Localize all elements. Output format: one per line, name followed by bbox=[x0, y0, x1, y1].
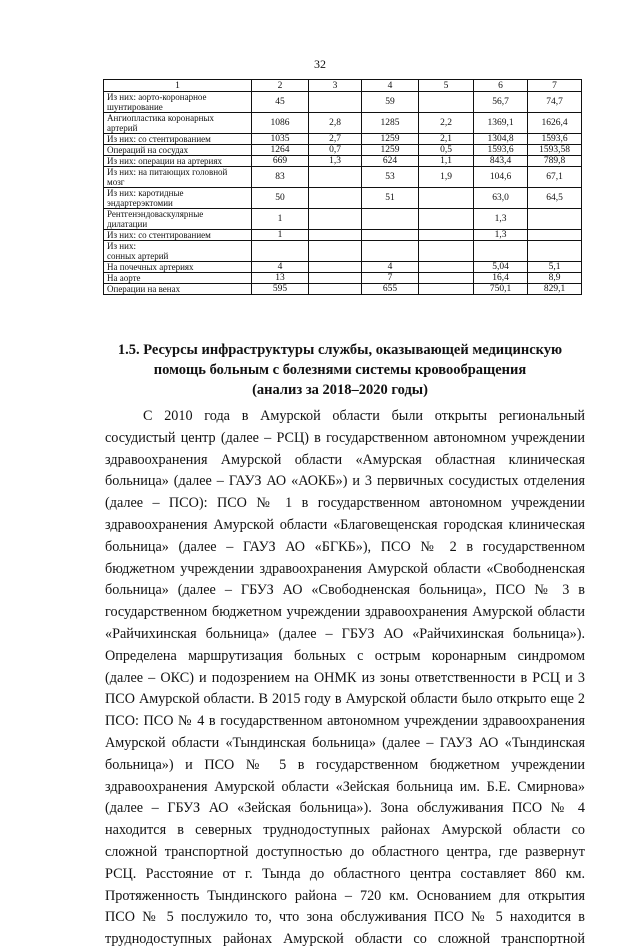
value-cell: 1593,58 bbox=[528, 145, 582, 156]
value-cell: 1035 bbox=[252, 134, 309, 145]
table-row bbox=[104, 209, 582, 230]
row-label-line: Рентгенэндоваскулярные bbox=[107, 209, 204, 219]
value-cell bbox=[362, 241, 419, 262]
row-label-cell bbox=[104, 230, 252, 241]
section-heading bbox=[100, 340, 580, 400]
table-row bbox=[104, 230, 582, 241]
row-label-line: Операций на сосудах bbox=[107, 145, 189, 155]
value-cell bbox=[252, 241, 309, 262]
row-label-cell bbox=[104, 209, 252, 230]
section-heading-line: (анализ за 2018–2020 годы) bbox=[252, 382, 428, 398]
row-label-cell bbox=[104, 156, 252, 167]
body-text-line: больница» (далее – ГАУЗ АО «БГКБ»), ПСО № 2 в государственном bbox=[105, 538, 585, 555]
value-cell bbox=[309, 188, 362, 209]
value-cell: 829,1 bbox=[528, 284, 582, 295]
value-cell bbox=[309, 284, 362, 295]
value-cell bbox=[419, 241, 474, 262]
value-cell bbox=[419, 230, 474, 241]
value-cell: 1259 bbox=[362, 134, 419, 145]
value-cell: 750,1 bbox=[474, 284, 528, 295]
body-text-line: больница») и ПСО № 5 в государственном бюджетном учреждении bbox=[105, 756, 585, 773]
value-cell bbox=[474, 241, 528, 262]
value-cell bbox=[309, 209, 362, 230]
table-row bbox=[104, 156, 582, 167]
table-row bbox=[104, 241, 582, 262]
header-cell: 6 bbox=[474, 80, 528, 92]
value-cell bbox=[309, 241, 362, 262]
table-row bbox=[104, 92, 582, 113]
value-cell: 74,7 bbox=[528, 92, 582, 113]
value-cell: 104,6 bbox=[474, 167, 528, 188]
value-cell: 1259 bbox=[362, 145, 419, 156]
value-cell bbox=[309, 167, 362, 188]
body-text-line: ПСО № 5 послужило то, что зона обслуживания ПСО № 5 находится в bbox=[105, 909, 585, 926]
value-cell: 4 bbox=[362, 262, 419, 273]
value-cell bbox=[419, 92, 474, 113]
value-cell: 2,2 bbox=[419, 113, 474, 134]
body-text-line: государственном бюджетном учреждении здравоохранения Амурской области bbox=[105, 604, 585, 621]
row-label-line: Ангиопластика коронарных bbox=[107, 113, 214, 123]
value-cell bbox=[419, 188, 474, 209]
row-label-cell bbox=[104, 167, 252, 188]
body-text-line: сложной транспортной доступностью до областного центра, где развернут bbox=[105, 843, 585, 860]
row-label-line: эндартерэктомии bbox=[107, 198, 173, 208]
table-row bbox=[104, 188, 582, 209]
body-text-line: «Райчихинская больница» (далее – ГБУЗ АО «Райчихинская больница»). bbox=[105, 625, 585, 642]
value-cell: 624 bbox=[362, 156, 419, 167]
header-cell: 2 bbox=[252, 80, 309, 92]
value-cell: 5,1 bbox=[528, 262, 582, 273]
body-text-line: находится в северных труднодоступных районах Амурской области со bbox=[105, 822, 585, 839]
body-text-line: ПСО: ПСО № 4 в государственном автономном учреждении здравоохранения bbox=[105, 713, 585, 730]
body-text-line: Протяженность Тындинского района – 720 км. Основанием для открытия bbox=[105, 887, 585, 904]
value-cell bbox=[362, 230, 419, 241]
table-row bbox=[104, 113, 582, 134]
body-text-line: (далее – ГБУЗ АО «Зейская больница»). Зона обслуживания ПСО № 4 bbox=[105, 800, 585, 817]
value-cell: 1264 bbox=[252, 145, 309, 156]
section-heading-line: помощь больным с болезнями системы кровообращения bbox=[153, 362, 527, 378]
table-row bbox=[104, 145, 582, 156]
value-cell: 56,7 bbox=[474, 92, 528, 113]
value-cell: 1626,4 bbox=[528, 113, 582, 134]
row-label-cell bbox=[104, 273, 252, 284]
table-row bbox=[104, 284, 582, 295]
body-text-line: Амурской области «Тындинская больница» (далее – ГАУЗ АО «Тындинская bbox=[105, 734, 585, 751]
table-row bbox=[104, 167, 582, 188]
value-cell: 843,4 bbox=[474, 156, 528, 167]
value-cell bbox=[419, 262, 474, 273]
value-cell bbox=[419, 284, 474, 295]
value-cell bbox=[309, 262, 362, 273]
value-cell bbox=[419, 209, 474, 230]
row-label-line: Из них: операции на артериях bbox=[107, 156, 223, 166]
value-cell: 8,9 bbox=[528, 273, 582, 284]
value-cell: 67,1 bbox=[528, 167, 582, 188]
body-text-line: РСЦ. Расстояние от г. Тында до областного центра составляет 860 км. bbox=[105, 865, 585, 882]
body-text bbox=[105, 406, 585, 951]
value-cell: 2,1 bbox=[419, 134, 474, 145]
value-cell: 53 bbox=[362, 167, 419, 188]
value-cell bbox=[309, 230, 362, 241]
row-label-line: Из них: на питающих головной bbox=[107, 167, 228, 177]
body-text-line: С 2010 года в Амурской области были открыты региональный bbox=[143, 408, 585, 424]
value-cell: 7 bbox=[362, 273, 419, 284]
table-row bbox=[104, 134, 582, 145]
body-text-line: здравоохранения Амурской области «Благовещенская городская клиническая bbox=[105, 516, 585, 533]
header-cell: 7 bbox=[528, 80, 582, 92]
row-label-cell bbox=[104, 284, 252, 295]
value-cell bbox=[309, 273, 362, 284]
row-label-cell bbox=[104, 188, 252, 209]
value-cell: 1593,6 bbox=[474, 145, 528, 156]
row-label-line: Из них: каротидные bbox=[107, 188, 184, 198]
row-label-line: дилатации bbox=[107, 219, 148, 229]
row-label-cell bbox=[104, 92, 252, 113]
value-cell: 63,0 bbox=[474, 188, 528, 209]
value-cell: 45 bbox=[252, 92, 309, 113]
table-row bbox=[104, 273, 582, 284]
value-cell: 83 bbox=[252, 167, 309, 188]
value-cell: 1,3 bbox=[474, 230, 528, 241]
header-cell: 5 bbox=[419, 80, 474, 92]
row-label-cell bbox=[104, 134, 252, 145]
value-cell: 1,3 bbox=[474, 209, 528, 230]
row-label-cell bbox=[104, 241, 252, 262]
value-cell: 50 bbox=[252, 188, 309, 209]
row-label-line: сонных артерий bbox=[107, 251, 169, 261]
value-cell: 16,4 bbox=[474, 273, 528, 284]
value-cell: 0,5 bbox=[419, 145, 474, 156]
row-label-line: мозг bbox=[107, 177, 125, 187]
body-text-line: Определена маршрутизация больных с острым коронарным синдромом bbox=[105, 647, 585, 664]
body-text-line: сосудистый центр (далее – РСЦ) в государственном автономном учреждении bbox=[105, 429, 585, 446]
value-cell: 59 bbox=[362, 92, 419, 113]
row-label-line: На почечных артериях bbox=[107, 262, 194, 272]
table-body bbox=[104, 80, 582, 295]
page-number: 32 bbox=[314, 57, 326, 71]
value-cell: 0,7 bbox=[309, 145, 362, 156]
body-text-line: здравоохранения Амурской области «Амурская областная клиническая bbox=[105, 451, 585, 468]
body-text-line: здравоохранения Амурской области «Зейская больница им. Б.Е. Смирнова» bbox=[105, 778, 585, 795]
row-label-line: Из них: bbox=[107, 241, 136, 251]
row-label-line: Из них: аорто-коронарное bbox=[107, 92, 207, 102]
row-label-line: Из них: со стентированием bbox=[107, 230, 211, 240]
row-label-cell bbox=[104, 113, 252, 134]
value-cell: 1086 bbox=[252, 113, 309, 134]
row-label-line: Из них: со стентированием bbox=[107, 134, 211, 144]
value-cell: 1 bbox=[252, 209, 309, 230]
statistics-table bbox=[103, 79, 582, 295]
value-cell: 1,3 bbox=[309, 156, 362, 167]
row-label-line: шунтирование bbox=[107, 102, 163, 112]
value-cell: 789,8 bbox=[528, 156, 582, 167]
value-cell: 1285 bbox=[362, 113, 419, 134]
body-text-line: труднодоступных районах Амурской области со сложной транспортной bbox=[105, 931, 585, 948]
section-heading-line: 1.5. Ресурсы инфраструктуры службы, оказывающей медицинскую bbox=[117, 342, 563, 358]
table-header-row bbox=[104, 80, 582, 92]
value-cell bbox=[528, 209, 582, 230]
row-label-line: На аорте bbox=[107, 273, 141, 283]
body-text-line: (далее – ПСО): ПСО № 1 в государственном автономном учреждении bbox=[105, 495, 585, 512]
table-row bbox=[104, 262, 582, 273]
body-text-line: больница» (далее – ГБУЗ АО «Свободненская больница», ПСО № 3 в bbox=[105, 582, 585, 599]
value-cell: 1,1 bbox=[419, 156, 474, 167]
header-cell: 3 bbox=[309, 80, 362, 92]
value-cell: 595 bbox=[252, 284, 309, 295]
body-text-line: ПСО Амурской области. В 2015 году в Амурской области было открыто еще 2 bbox=[105, 691, 585, 708]
row-label-line: артерий bbox=[107, 123, 138, 133]
row-label-cell bbox=[104, 262, 252, 273]
value-cell: 655 bbox=[362, 284, 419, 295]
value-cell bbox=[419, 273, 474, 284]
body-text-line: больница» (далее – ГАУЗ АО «АОКБ») и 3 первичных сосудистых отделения bbox=[105, 473, 585, 490]
value-cell: 51 bbox=[362, 188, 419, 209]
value-cell: 1,9 bbox=[419, 167, 474, 188]
row-label-cell bbox=[104, 145, 252, 156]
value-cell: 13 bbox=[252, 273, 309, 284]
header-cell: 1 bbox=[104, 80, 252, 92]
value-cell: 669 bbox=[252, 156, 309, 167]
value-cell: 2,7 bbox=[309, 134, 362, 145]
value-cell: 1369,1 bbox=[474, 113, 528, 134]
header-cell: 4 bbox=[362, 80, 419, 92]
value-cell: 1593,6 bbox=[528, 134, 582, 145]
value-cell: 5,04 bbox=[474, 262, 528, 273]
value-cell: 1 bbox=[252, 230, 309, 241]
value-cell: 2,8 bbox=[309, 113, 362, 134]
value-cell: 1304,8 bbox=[474, 134, 528, 145]
value-cell bbox=[528, 230, 582, 241]
value-cell: 4 bbox=[252, 262, 309, 273]
value-cell bbox=[309, 92, 362, 113]
value-cell: 64,5 bbox=[528, 188, 582, 209]
value-cell bbox=[528, 241, 582, 262]
body-text-line: бюджетном учреждении здравоохранения Амурской области «Свободненская bbox=[105, 560, 585, 577]
row-label-line: Операции на венах bbox=[107, 284, 181, 294]
body-text-line: (далее – ОКС) и подозрением на ОНМК из зоны ответственности в РСЦ и 3 bbox=[105, 669, 585, 686]
value-cell bbox=[362, 209, 419, 230]
